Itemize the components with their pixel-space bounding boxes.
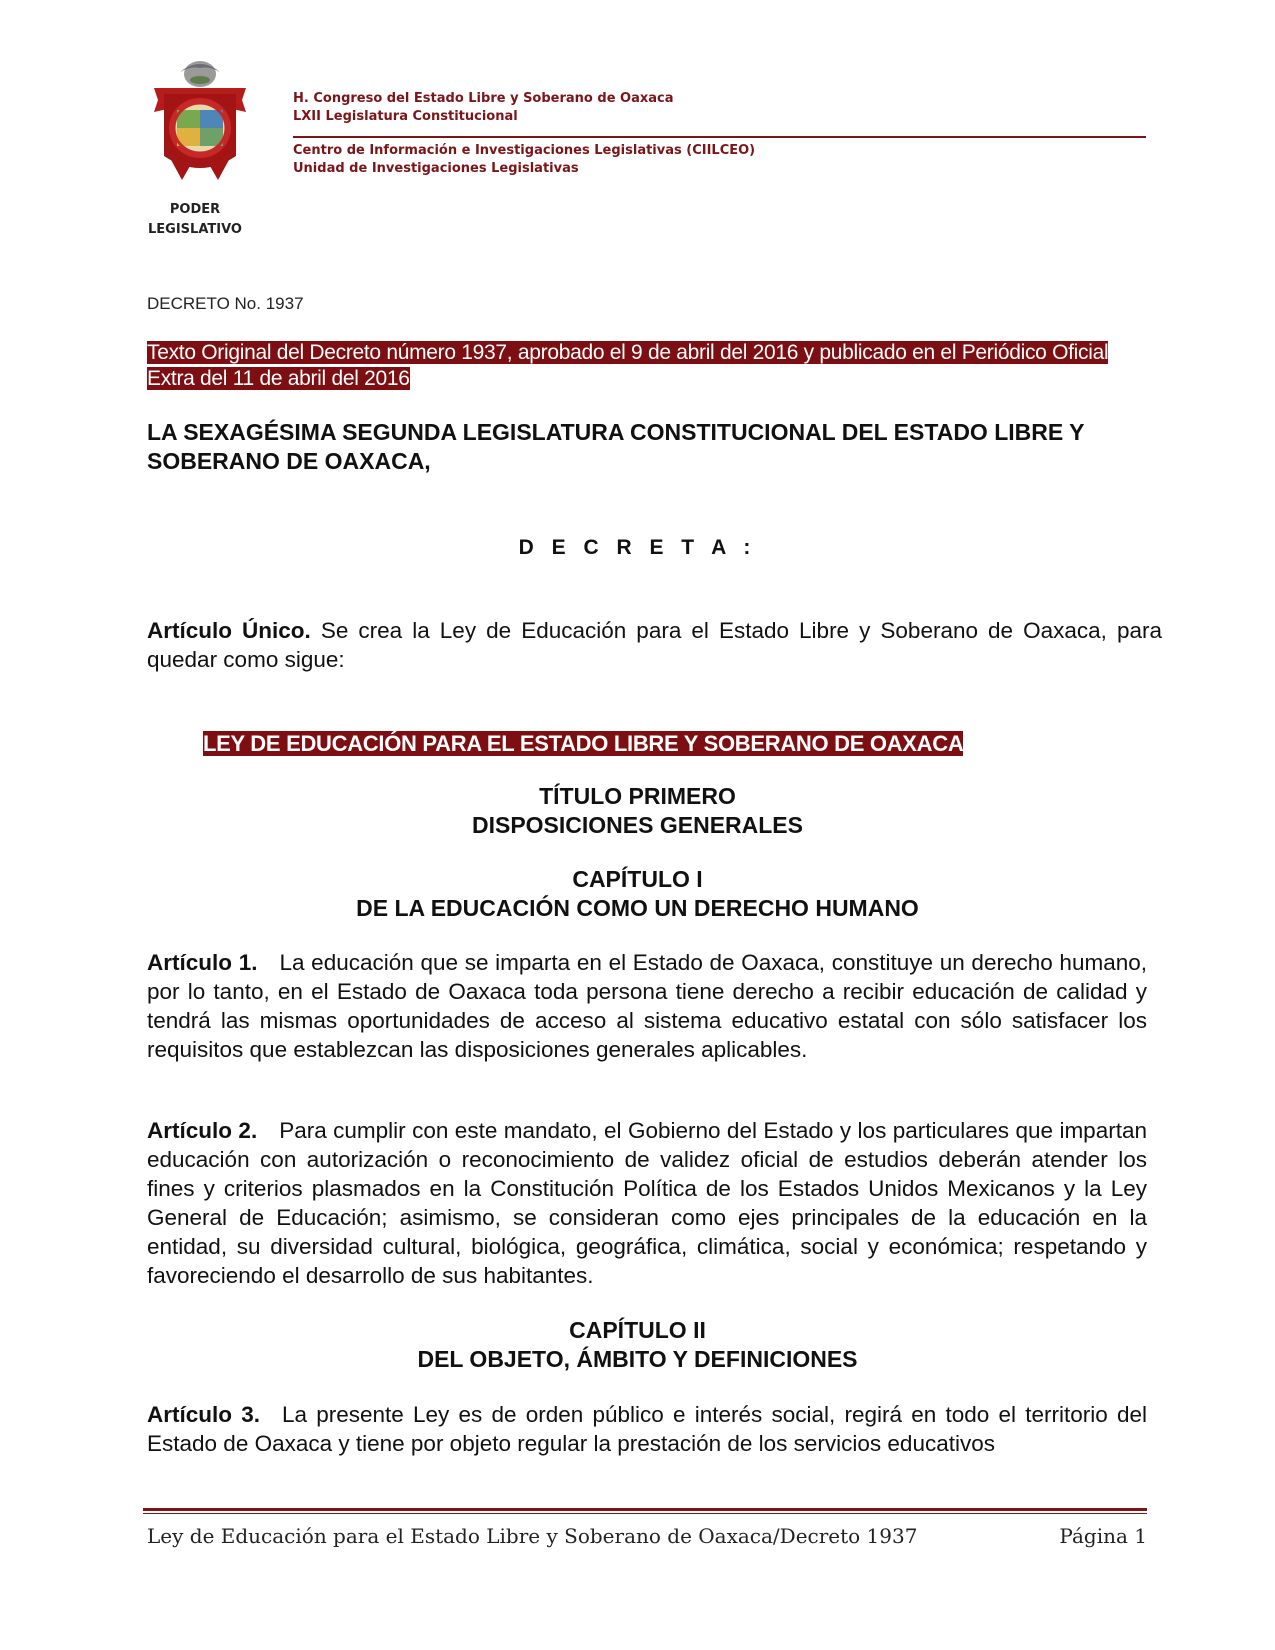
legislatura-line: LXII Legislatura Constitucional xyxy=(293,109,518,124)
texto-original-highlight: Texto Original del Decreto número 1937, aprobado el 9 de abril del 2016 y publicado en el Periódico Oficial Extra del 11 de abril del 2016 xyxy=(147,341,1109,390)
ley-title xyxy=(203,730,963,758)
articulo-unico-text: Se crea la Ley de Educación para el Estado Libre y Soberano de Oaxaca, para quedar como sigue: xyxy=(147,618,1162,672)
legislatura-heading: LA SEXAGÉSIMA SEGUNDA LEGISLATURA CONSTITUCIONAL DEL ESTADO LIBRE Y SOBERANO DE OAXACA, xyxy=(147,419,1085,474)
poder-line: PODER xyxy=(169,202,221,217)
articulo-3 xyxy=(147,1400,1147,1458)
ley-title-highlight: LEY DE EDUCACIÓN PARA EL ESTADO LIBRE Y SOBERANO DE OAXACA xyxy=(203,731,964,756)
footer-divider xyxy=(143,1508,1147,1511)
legislativo-line: LEGISLATIVO xyxy=(148,222,242,237)
articulo-2-label: Artículo 2. xyxy=(147,1118,258,1143)
unidad-line: Unidad de Investigaciones Legislativas xyxy=(293,161,579,176)
articulo-1 xyxy=(147,948,1147,1064)
articulo-2-text: Para cumplir con este mandato, el Gobierno del Estado y los particulares que impartan educación con autorización o reconocimiento de validez oficial de estudios deberán atender los fines y criterios plasmados en la Constitución Política de los Estados Unidos Mexicanos y la Ley General de Educación; asimismo, se consideran como ejes principales de la educación en la entidad, su diversidad cultural, biológica, geográfica, climática, social y económica; respetando y favoreciendo el desarrollo de sus habitantes. xyxy=(147,1118,1147,1288)
decreto-number: DECRETO No. 1937 xyxy=(147,294,304,313)
disposiciones-generales: DISPOSICIONES GENERALES xyxy=(471,812,803,838)
articulo-3-text: La presente Ley es de orden público e interés social, regirá en todo el territorio del Estado de Oaxaca y tiene por objeto regular la prestación de los servicios educativos xyxy=(147,1402,1147,1456)
header-divider xyxy=(293,136,1146,138)
articulo-3-label: Artículo 3. xyxy=(147,1402,260,1427)
titulo-primero: TÍTULO PRIMERO xyxy=(539,783,736,809)
capitulo-1: CAPÍTULO I xyxy=(572,866,703,892)
footer-title: Ley de Educación para el Estado Libre y Soberano de Oaxaca/Decreto 1937 xyxy=(147,1524,918,1548)
articulo-1-label: Artículo 1. xyxy=(147,950,258,975)
capitulo-2: CAPÍTULO II xyxy=(569,1317,706,1343)
texto-original-note xyxy=(147,340,1147,392)
poder-legislativo-label xyxy=(130,200,260,240)
capitulo-1-title: DE LA EDUCACIÓN COMO UN DERECHO HUMANO xyxy=(356,895,919,921)
decreta-heading: D E C R E T A : xyxy=(518,536,757,559)
oaxaca-coat-of-arms-logo xyxy=(150,58,250,183)
centro-line: Centro de Información e Investigaciones Legislativas (CIILCEO) xyxy=(293,143,756,158)
congreso-line: H. Congreso del Estado Libre y Soberano de Oaxaca xyxy=(293,91,674,106)
footer-divider-thin xyxy=(143,1513,1147,1514)
page-number: Página 1 xyxy=(1059,1524,1147,1548)
articulo-1-text: La educación que se imparta en el Estado de Oaxaca, constituye un derecho humano, por lo tanto, en el Estado de Oaxaca toda persona tiene derecho a recibir educación de calidad y tendrá las mismas oportunidades de acceso al sistema educativo estatal con sólo satisfacer los requisitos que establezcan las disposiciones generales aplicables. xyxy=(147,950,1147,1062)
articulo-2 xyxy=(147,1116,1147,1290)
capitulo-2-title: DEL OBJETO, ÁMBITO Y DEFINICIONES xyxy=(417,1346,858,1372)
articulo-unico-label: Artículo Único. xyxy=(147,618,311,643)
articulo-unico xyxy=(147,616,1162,674)
